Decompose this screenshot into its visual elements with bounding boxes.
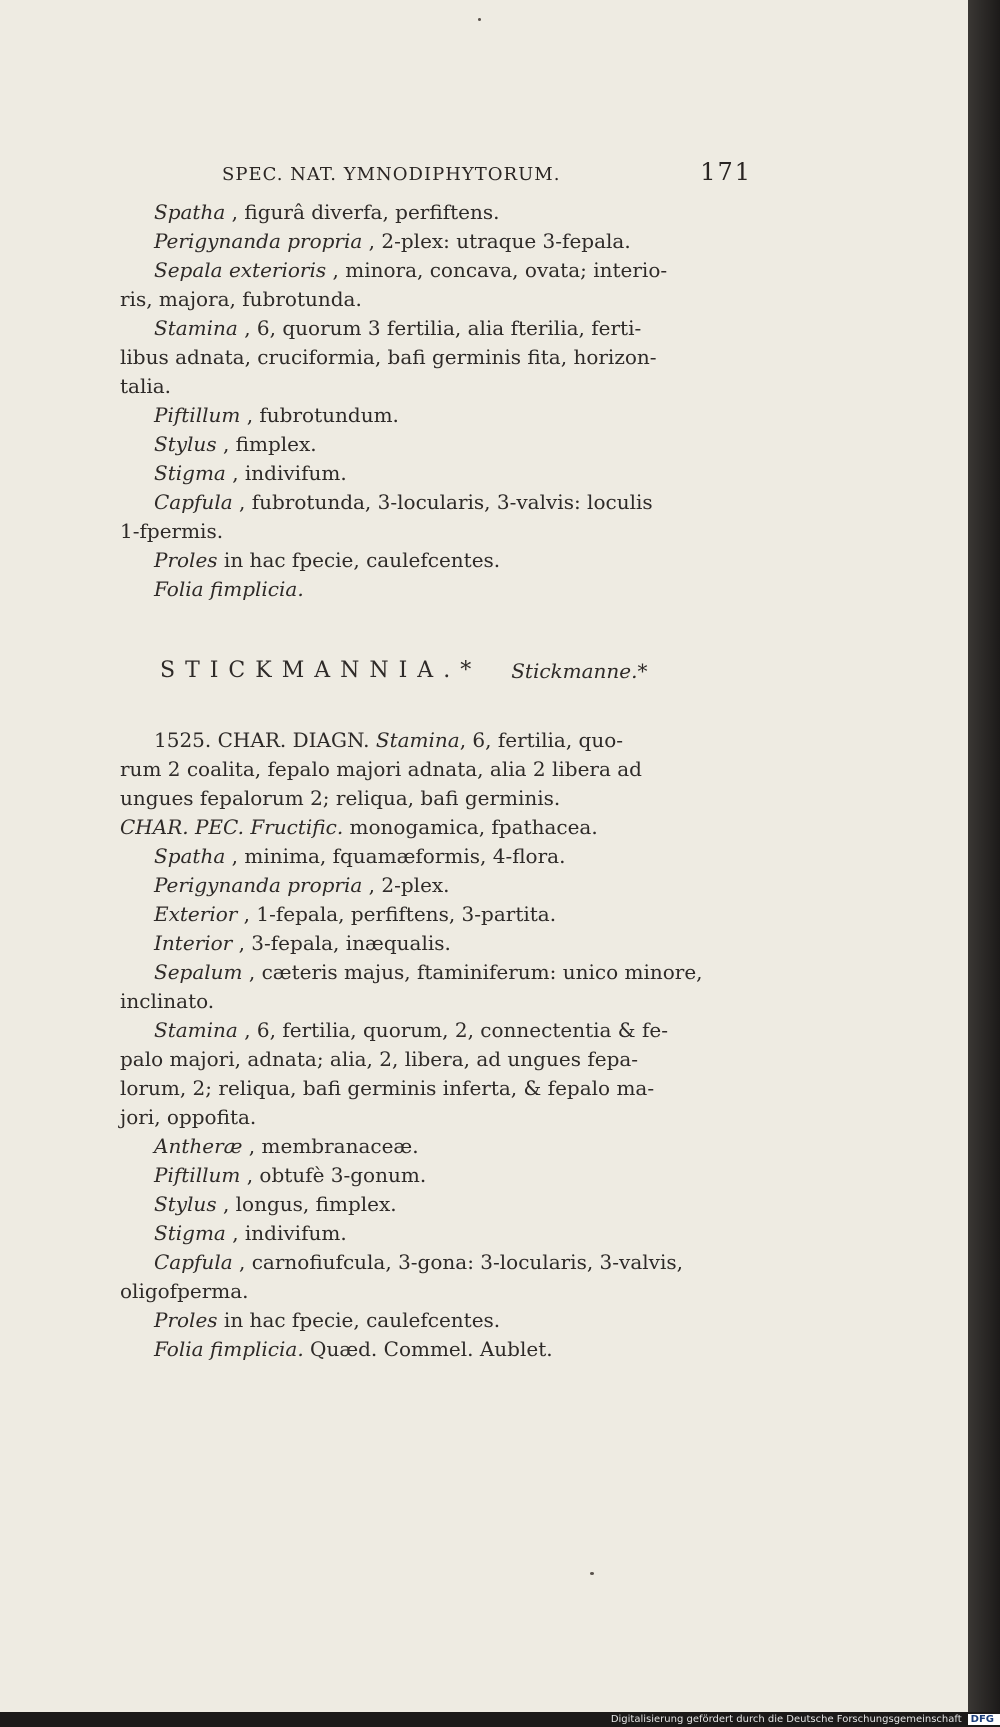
text-line: Proles in hac fpecie, caulefcentes. — [154, 1308, 501, 1332]
diagnosis-line: 1525. CHAR. DIAGN. Stamina, 6, fertilia, quo- — [154, 728, 624, 752]
text-line: Capfula , carnofiufcula, 3-gona: 3-locularis, 3-valvis, — [154, 1250, 683, 1274]
text-line: oligofperma. — [120, 1279, 249, 1303]
text-line: Stylus , longus, fimplex. — [154, 1192, 397, 1216]
text-line: Piftillum , obtufè 3-gonum. — [154, 1163, 427, 1187]
footer-text: Digitalisierung gefördert durch die Deutsche Forschungsgemeinschaft — [610, 1714, 962, 1725]
text-line: Folia fimplicia. Quæd. Commel. Aublet. — [154, 1337, 553, 1361]
text-line: Perigynanda propria , 2-plex. — [154, 873, 450, 897]
running-header — [222, 158, 752, 186]
digitization-footer — [0, 1712, 1000, 1727]
text-line: Stamina , 6, quorum 3 fertilia, alia fterilia, ferti- — [154, 316, 642, 340]
text-line: Perigynanda propria , 2-plex: utraque 3-fepala. — [154, 229, 631, 253]
dfg-logo: DFG — [968, 1714, 1000, 1725]
diagnosis-line: rum 2 coalita, fepalo majori adnata, alia 2 libera ad — [120, 757, 642, 781]
text-line: Piftillum , fubrotundum. — [154, 403, 399, 427]
text-line: palo majori, adnata; alia, 2, libera, ad ungues fepa- — [120, 1047, 639, 1071]
diagnosis-line: ungues fepalorum 2; reliqua, bafi germinis. — [120, 786, 561, 810]
text-line: Stamina , 6, fertilia, quorum, 2, connectentia & fe- — [154, 1018, 668, 1042]
text-line: Proles in hac fpecie, caulefcentes. — [154, 548, 501, 572]
text-line: Sepala exterioris , minora, concava, ovata; interio- — [154, 258, 668, 282]
text-line: talia. — [120, 374, 172, 398]
body-text — [120, 198, 760, 1364]
text-line: Stigma , indivifum. — [154, 461, 347, 485]
text-line: ris, majora, fubrotunda. — [120, 287, 362, 311]
text-line: Spatha , figurâ diverfa, perfiftens. — [154, 200, 500, 224]
text-line: inclinato. — [120, 989, 215, 1013]
text-line: lorum, 2; reliqua, bafi germinis inferta, & fepalo ma- — [120, 1076, 655, 1100]
text-line: 1-fpermis. — [120, 519, 224, 543]
text-line: Sepalum , cæteris majus, ftaminiferum: unico minore, — [154, 960, 703, 984]
text-line: Exterior , 1-fepala, perfiftens, 3-partita. — [154, 902, 557, 926]
genus-common-name: Stickmanne.* — [511, 659, 648, 683]
paper-speck — [590, 1572, 594, 1575]
text-line: Stylus , fimplex. — [154, 432, 317, 456]
text-line: Folia fimplicia. — [154, 577, 304, 601]
running-title: SPEC. NAT. YMNODIPHYTORUM. — [222, 164, 561, 185]
text-line: Capfula , fubrotunda, 3-locularis, 3-valvis: loculis — [154, 490, 653, 514]
text-line: jori, oppofita. — [120, 1105, 257, 1129]
genus-heading — [120, 652, 760, 690]
text-line: Antheræ , membranaceæ. — [154, 1134, 419, 1158]
text-line: Stigma , indivifum. — [154, 1221, 347, 1245]
genus-title: STICKMANNIA.* — [160, 658, 482, 683]
page-number: 171 — [700, 158, 752, 186]
page-edge — [968, 0, 1000, 1712]
text-line: Interior , 3-fepala, inæqualis. — [154, 931, 451, 955]
text-line: Spatha , minima, fquamæformis, 4-flora. — [154, 844, 566, 868]
text-line: CHAR. PEC. Fructific. monogamica, fpathacea. — [120, 815, 598, 839]
text-line: libus adnata, cruciformia, bafi germinis fita, horizon- — [120, 345, 657, 369]
paper-speck — [478, 18, 481, 21]
